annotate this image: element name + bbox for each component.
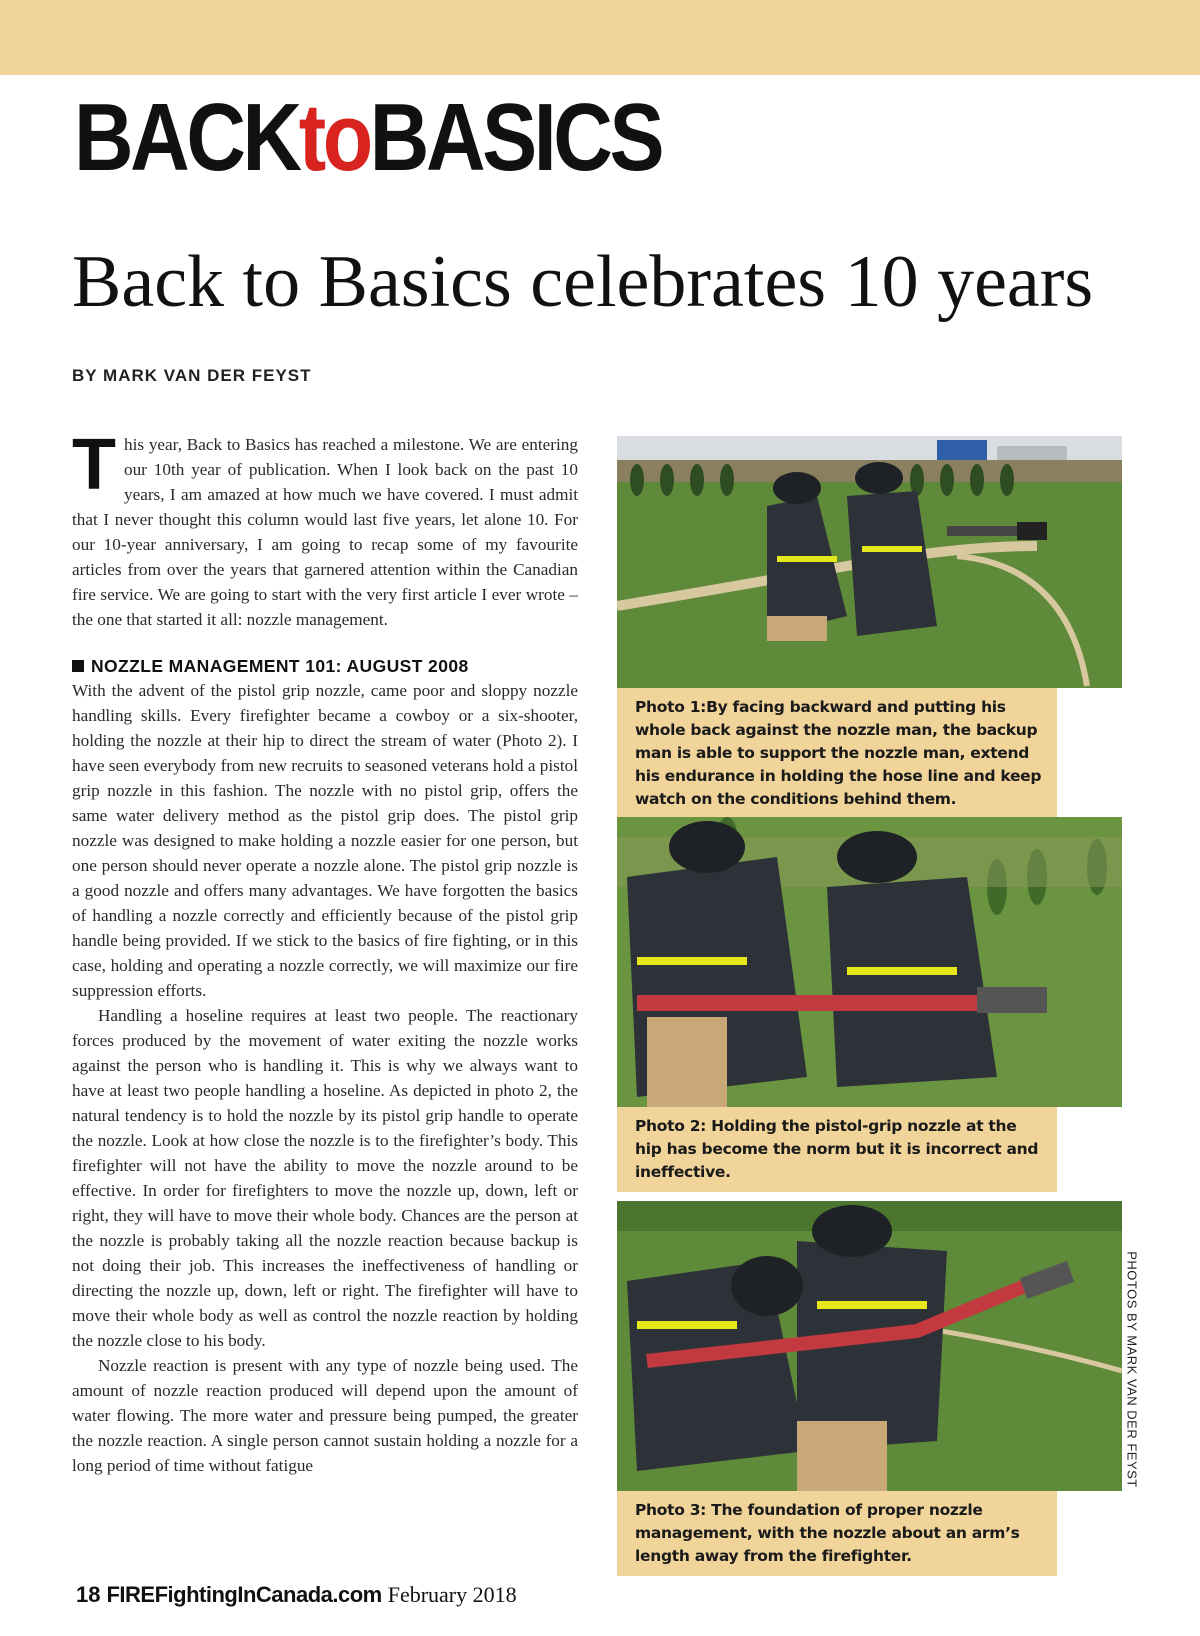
article-byline: BY MARK VAN DER FEYST bbox=[72, 366, 312, 385]
intro-text: his year, Back to Basics has reached a milestone. We are entering our 10th year of publication. When I look back on the past 10 years, I am amazed at how much we have covered. I must admit that I never thought this column would last five years, let alone 10. For our 10-year anniversary, I am going to recap some of my favourite articles from over the years that garnered attention within the Canadian fire service. We are going to start with the very first article I ever wrote – the one that started it all: nozzle management. bbox=[72, 435, 578, 629]
photo-3-image bbox=[617, 1201, 1122, 1491]
masthead-to: to bbox=[298, 84, 370, 191]
page-number: 18 bbox=[76, 1582, 101, 1607]
masthead-basics: BASICS bbox=[369, 84, 662, 191]
photo-3-caption: Photo 3: The foundation of proper nozzle management, with the nozzle about an arm’s length away from the firefighter. bbox=[617, 1491, 1057, 1576]
photo-2-image bbox=[617, 817, 1122, 1107]
photo-1-image bbox=[617, 436, 1122, 688]
photo-3 bbox=[617, 1201, 1122, 1491]
top-color-band bbox=[0, 0, 1200, 75]
photo-1 bbox=[617, 436, 1122, 688]
footer-date: February 2018 bbox=[387, 1582, 517, 1607]
square-bullet-icon bbox=[72, 660, 84, 672]
drop-cap: T bbox=[72, 425, 116, 505]
section-masthead bbox=[74, 84, 662, 191]
photo-2-caption: Photo 2: Holding the pistol-grip nozzle at the hip has become the norm but it is incorrect and ineffective. bbox=[617, 1107, 1057, 1192]
subhead-text: NOZZLE MANAGEMENT 101: AUGUST 2008 bbox=[91, 656, 469, 676]
section-subhead bbox=[72, 654, 578, 678]
page-footer bbox=[76, 1582, 517, 1608]
intro-paragraph bbox=[72, 425, 578, 632]
body-paragraph-2: Handling a hoseline requires at least two people. The reactionary forces produced by the movement of water exiting the nozzle works against the person who is handling it. This is why we always want to have at least two people handling a hoseline. As depicted in photo 2, the natural tendency is to hold the nozzle by its pistol grip handle to operate the nozzle. Look at how close the nozzle is to the firefighter’s body. This firefighter will not have the ability to move the nozzle around to be effective. In order for firefighters to move the nozzle up, down, left or right, they will have to move their whole body. Chances are the person at the nozzle is probably taking all the nozzle reaction because backup is not doing their job. This increases the ineffectiveness of handling or directing the nozzle up, down, left or right. The firefighter will have to move their whole body as well as control the nozzle reaction by holding the nozzle close to his body. bbox=[72, 1006, 578, 1350]
photo-credit: PHOTOS BY MARK VAN DER FEYST bbox=[1124, 1251, 1140, 1488]
photo-1-caption: Photo 1:By facing backward and putting his whole back against the nozzle man, the backup man is able to support the nozzle man, extend his endurance in holding the hose line and keep watch on the conditions behind them. bbox=[617, 688, 1057, 819]
footer-site: FIREFightingInCanada.com bbox=[106, 1582, 382, 1607]
body-paragraph-1: With the advent of the pistol grip nozzle, came poor and sloppy nozzle handling skills. Every firefighter became a cowboy or a six-shooter, holding the nozzle at their hip to direct the stream of water (Photo 2). I have seen everybody from new recruits to seasoned veterans hold a pistol grip nozzle in this fashion. The nozzle with no pistol grip, offers the same water delivery method as the pistol grip does. The pistol grip nozzle was designed to make holding a nozzle easier for one person, but one person should never operate a nozzle alone. The pistol grip nozzle is a good nozzle and offers many advantages. We have forgotten the basics of handling a nozzle correctly and efficiently because of the pistol grip handle being provided. If we stick to the basics of fire fighting, or in this case, holding and operating a nozzle correctly, we will maximize our fire suppression efforts. bbox=[72, 681, 578, 1000]
photo-2 bbox=[617, 817, 1122, 1107]
masthead-back: BACK bbox=[74, 84, 299, 191]
article-headline: Back to Basics celebrates 10 years bbox=[72, 241, 1094, 323]
article-body bbox=[72, 425, 578, 1478]
body-paragraph-3: Nozzle reaction is present with any type of nozzle being used. The amount of nozzle reaction produced will depend upon the amount of water flowing. The more water and pressure being pumped, the greater the nozzle reaction. A single person cannot sustain holding a nozzle for a long period of time without fatigue bbox=[72, 1356, 578, 1475]
